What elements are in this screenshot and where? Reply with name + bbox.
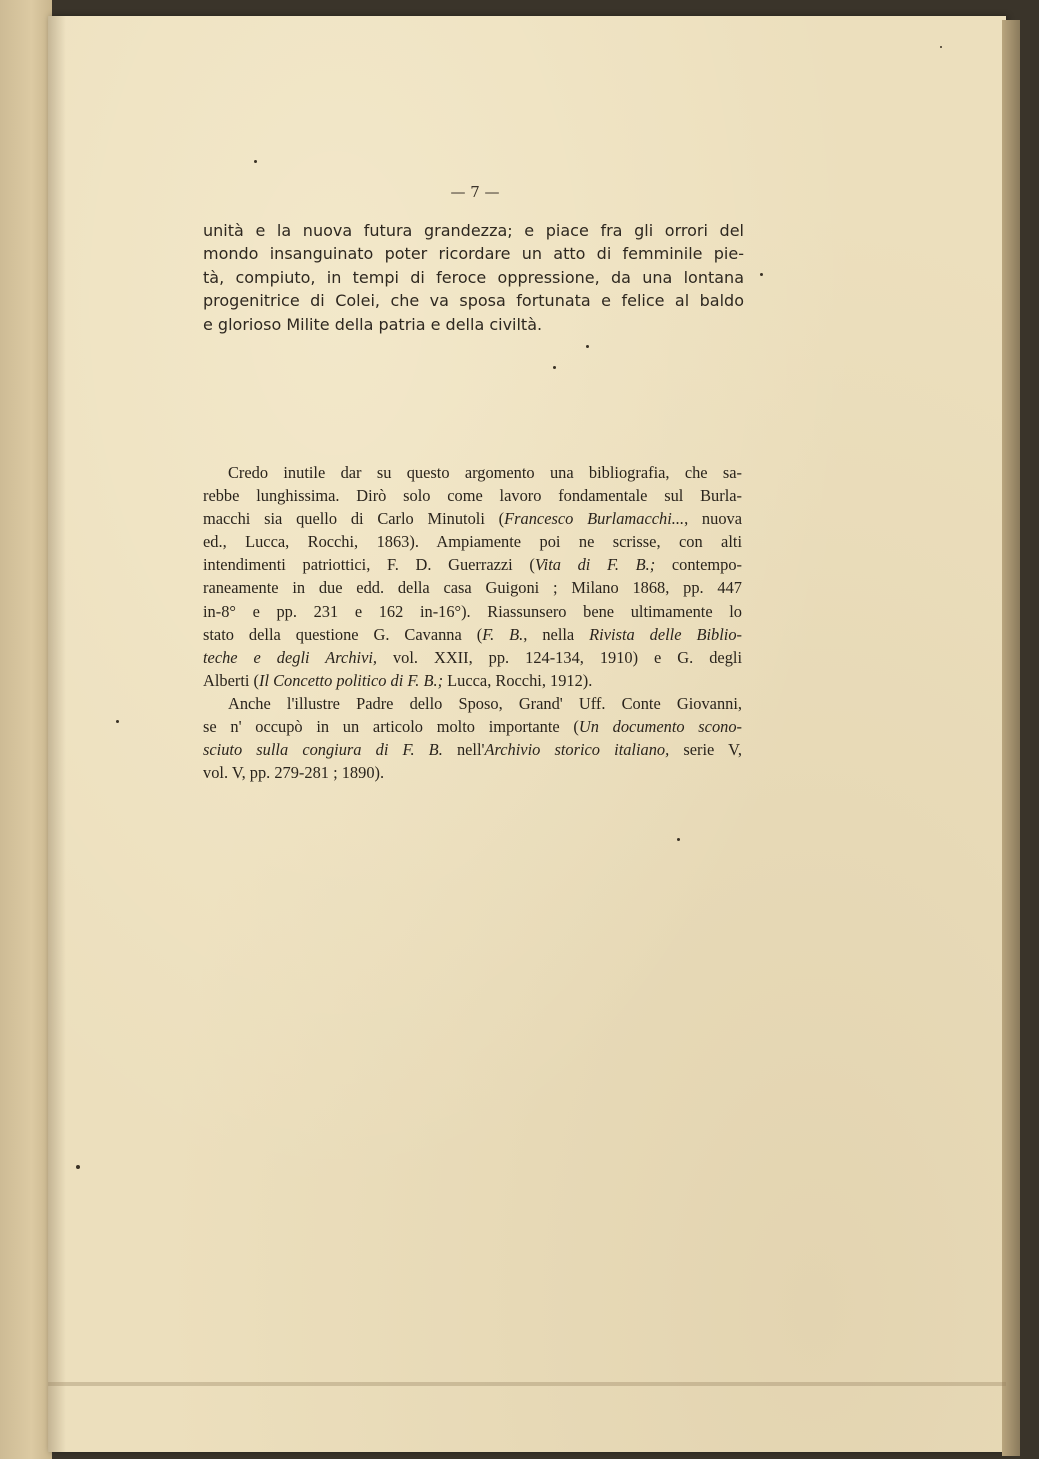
foxing-spot — [586, 345, 589, 348]
italic-title: Archivio storico italiano, — [484, 740, 670, 760]
page-bottom-fold — [48, 1382, 1006, 1386]
italic-title: Rivista delle Biblio- — [589, 624, 743, 644]
text-segment: se n' occupò in un articolo molto importante ( — [203, 717, 579, 737]
foxing-spot — [553, 366, 556, 369]
text-segment: ed., Lucca, Rocchi, 1863). Ampiamente poi ne scrisse, con alti — [203, 532, 742, 552]
foxing-spot — [677, 838, 680, 841]
text-line: unità e la nuova futura grandezza; e piace fra gli orrori del — [203, 221, 744, 240]
bibliography-line — [203, 646, 742, 669]
text-segment: , nuova — [684, 509, 742, 529]
text-line: mondo insanguinato poter ricordare un atto di femminile pie- — [203, 244, 744, 264]
text-segment: raneamente in due edd. della casa Guigoni ; Milano 1868, pp. 447 — [203, 578, 742, 598]
foxing-spot — [76, 1165, 80, 1169]
bibliography-line — [203, 600, 742, 623]
italic-title: Un documento scono- — [578, 717, 742, 737]
italic-title: teche e degli Archivi, — [203, 647, 377, 667]
text-segment: Credo inutile dar su questo argomento una bibliografia, che sa- — [228, 463, 742, 482]
previous-page-edge — [0, 0, 52, 1459]
italic-title: Il Concetto politico di F. B.; — [258, 670, 444, 690]
text-segment: Anche l'illustre Padre dello Sposo, Grand' Uff. Conte Giovanni, — [228, 693, 742, 713]
text-segment: intendimenti patriottici, F. D. Guerrazzi ( — [203, 555, 535, 575]
main-paragraph — [203, 219, 744, 336]
bibliography-note — [203, 461, 742, 784]
spine-shadow — [48, 16, 66, 1452]
text-segment: nell' — [442, 740, 485, 760]
page-right-edge — [1002, 20, 1020, 1456]
bibliography-line — [203, 507, 742, 530]
text-segment: , nella — [523, 624, 590, 644]
text-segment: vol. XXII, pp. 124-134, 1910) e G. degli — [377, 647, 742, 667]
text-line: tà, compiuto, in tempi di feroce oppressione, da una lontana — [203, 267, 744, 287]
italic-title: Francesco Burlamacchi... — [504, 509, 685, 529]
bibliography-line — [203, 715, 742, 738]
text-line: e glorioso Milite della patria e della civiltà. — [203, 314, 543, 334]
bibliography-line — [203, 484, 742, 507]
bibliography-line — [203, 669, 742, 692]
bibliography-line — [203, 461, 742, 484]
italic-title: Vita di F. B.; — [534, 555, 656, 575]
page-number: — 7 — — [450, 183, 500, 201]
text-segment: Alberti ( — [203, 670, 259, 690]
bibliography-line — [203, 576, 742, 599]
text-line: progenitrice di Colei, che va sposa fortunata e felice al baldo — [203, 291, 744, 311]
bibliography-line — [203, 623, 742, 646]
bibliography-line — [203, 738, 742, 761]
text-segment: in-8° e pp. 231 e 162 in-16°). Riassunsero bene ultimamente lo — [203, 601, 742, 621]
text-segment: serie V, — [669, 740, 742, 760]
text-segment: macchi sia quello di Carlo Minutoli ( — [203, 509, 505, 529]
text-segment: rebbe lunghissima. Dirò solo come lavoro fondamentale sul Burla- — [203, 486, 742, 506]
foxing-spot — [940, 46, 942, 48]
foxing-spot — [116, 720, 119, 723]
bibliography-line — [203, 530, 742, 553]
bibliography-line — [203, 692, 742, 715]
bibliography-line — [203, 553, 742, 576]
italic-title: sciuto sulla congiura di F. B. — [203, 740, 443, 760]
text-segment: vol. V, pp. 279-281 ; 1890). — [203, 763, 385, 783]
bibliography-line — [203, 761, 742, 784]
foxing-spot — [760, 273, 763, 276]
italic-title: F. B. — [482, 624, 524, 644]
text-segment: contempo- — [655, 555, 742, 575]
foxing-spot — [254, 160, 257, 163]
text-segment: stato della questione G. Cavanna ( — [203, 624, 483, 644]
text-segment: Lucca, Rocchi, 1912). — [443, 670, 593, 690]
